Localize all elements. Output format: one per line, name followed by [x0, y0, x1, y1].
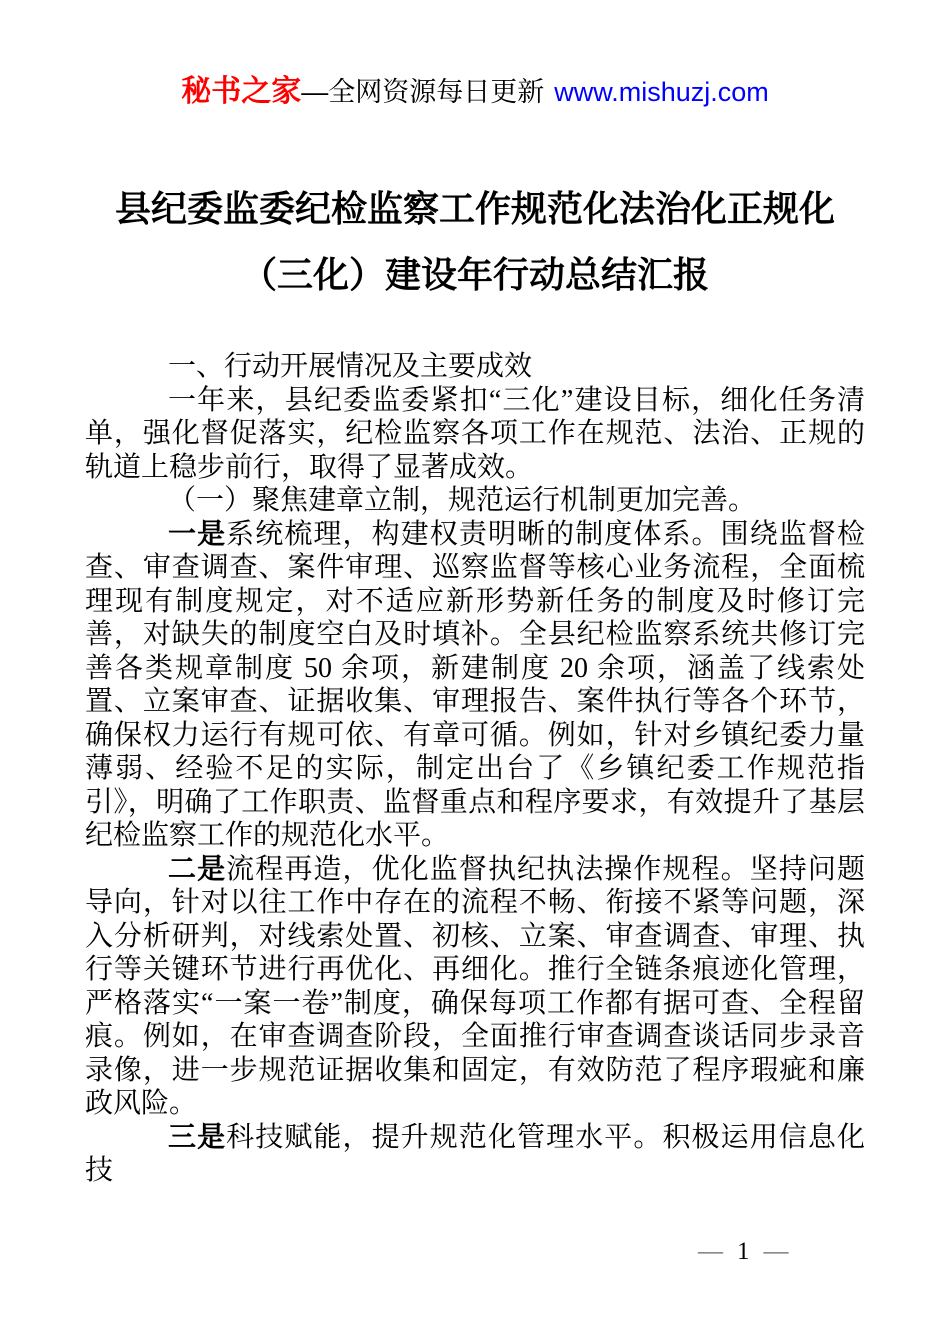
- section-heading: 一、行动开展情况及主要成效: [168, 351, 533, 382]
- site-name: 秘书之家: [181, 75, 302, 108]
- document-body: [85, 350, 865, 1188]
- paragraph: 一年来，县纪委监委紧扣“三化”建设目标，细化任务清单，强化督促落实，纪检监察各项工作在规范、法治、正规的轨道上稳步前行，取得了显著成效。: [85, 384, 865, 483]
- header-url-link[interactable]: www.mishuzj.com: [554, 77, 769, 107]
- page-header: [0, 72, 950, 112]
- page-number-dash-left: —: [698, 1238, 723, 1265]
- page-number-value: 1: [737, 1238, 750, 1265]
- sub-section-heading: （一）聚焦建章立制，规范运行机制更加完善。: [168, 485, 757, 516]
- paragraph: 二是流程再造，优化监督执纪执法操作规程。坚持问题导向，针对以往工作中存在的流程不畅、衔接不紧等问题，深入分析研判，对线索处置、初核、立案、审查调查、审理、执行等关键环节进行再优化、再细化。推行全链条痕迹化管理，严格落实“一案一卷”制度，确保每项工作都有据可查、全程留痕。例如，在审查调查阶段，全面推行审查调查谈话同步录音录像，进一步规范证据收集和固定，有效防范了程序瑕疵和廉政风险。: [85, 853, 865, 1119]
- paragraph: 一是系统梳理，构建权责明晰的制度体系。围绕监督检查、审查调查、案件审理、巡察监督等核心业务流程，全面梳理现有制度规定，对不适应新形势新任务的制度及时修订完善，对缺失的制度空白及时填补。全县纪检监察系统共修订完善各类规章制度 50 余项，新建制度 20 余项，涵盖了线索处置、立案审查、证据收集、审理报告、案件执行等各个环节，确保权力运行有规可依、有章可循。例如，针对乡镇纪委力量薄弱、经验不足的实际，制定出台了《乡镇纪委工作规范指引》，明确了工作职责、监督重点和程序要求，有效提升了基层纪检监察工作的规范化水平。: [85, 518, 865, 851]
- header-tagline: 全网资源每日更新: [328, 77, 545, 107]
- title-line-1: 县纪委监委纪检监察工作规范化法治化正规化: [114, 189, 835, 229]
- page-number-dash-right: —: [763, 1238, 789, 1265]
- header-separator: —: [301, 77, 329, 107]
- paragraph: 三是科技赋能，提升规范化管理水平。积极运用信息化技: [85, 1121, 865, 1186]
- title-line-2: （三化）建设年行动总结汇报: [240, 255, 709, 295]
- page-number: [698, 1238, 789, 1266]
- document-title: [85, 176, 865, 308]
